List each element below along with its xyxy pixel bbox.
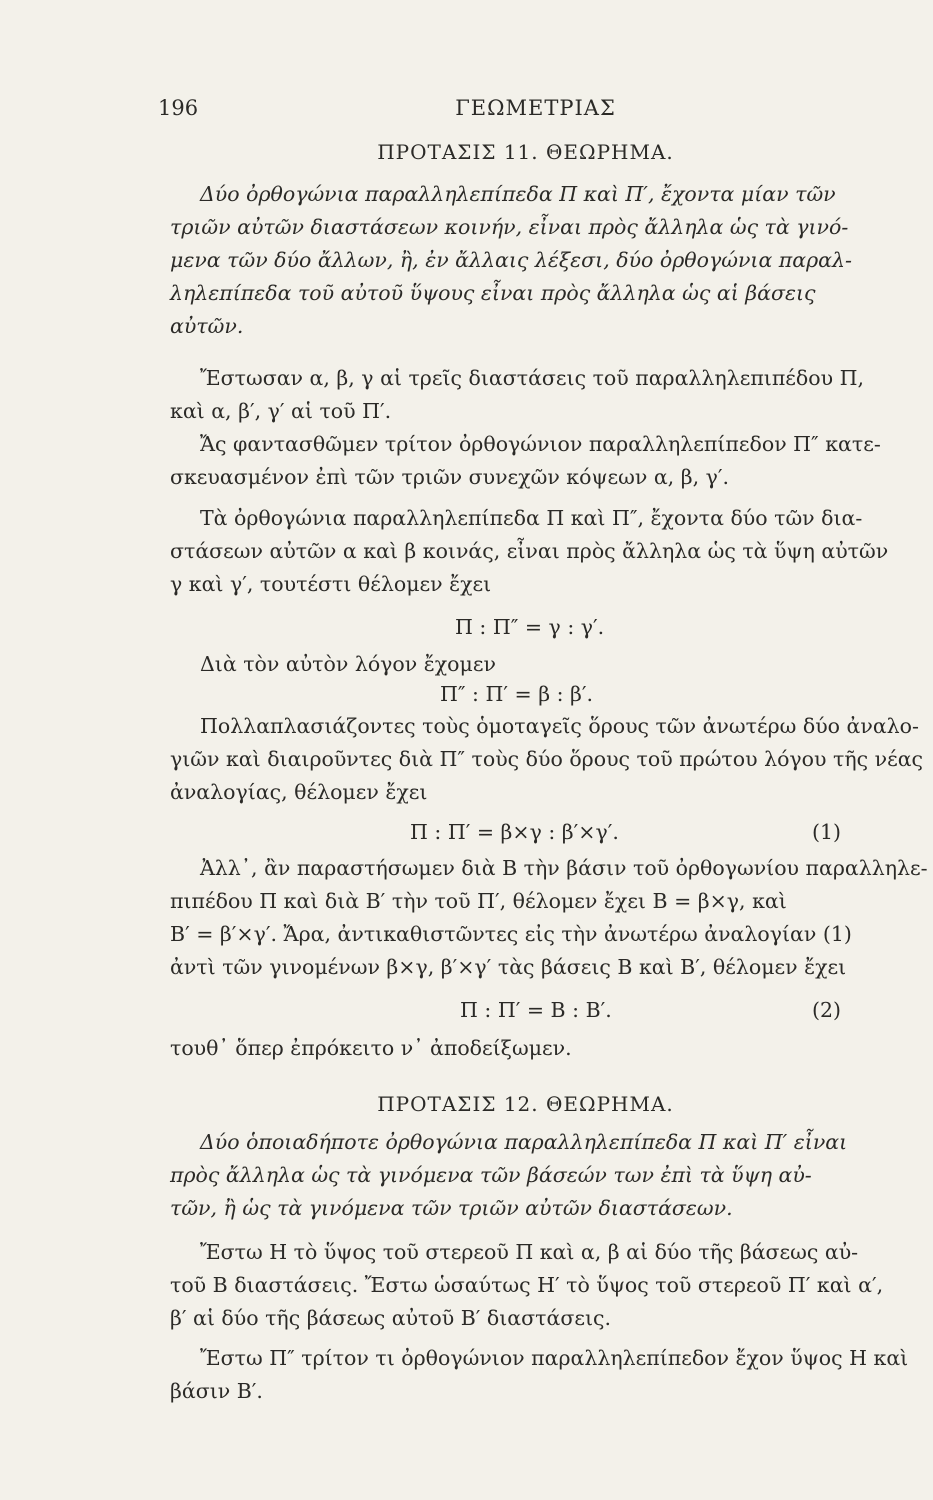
text-line: Διὰ τὸν αὐτὸν λόγον ἔχομεν — [200, 652, 496, 676]
paragraph — [170, 648, 905, 681]
text-line: πιπέδου Π καὶ διὰ Β′ τὴν τοῦ Π′, θέλομεν ἔχει Β = β×γ, καὶ — [170, 889, 787, 913]
text-line: σκευασμένον ἐπὶ τῶν τριῶν συνεχῶν κόψεων α, β, γ′. — [170, 465, 730, 489]
proposition-12-statement — [170, 1126, 905, 1225]
text-line: ἀναλογίας, θέλομεν ἔχει — [170, 780, 428, 804]
equation: Π : Π″ = γ : γ′. — [455, 615, 605, 639]
equation: Π : Π′ = Β : Β′. — [460, 998, 612, 1022]
text-line: γ καὶ γ′, τουτέστι θέλομεν ἔχει — [170, 572, 492, 596]
text-line: β′ αἱ δύο τῆς βάσεως αὐτοῦ Β′ διαστάσεις. — [170, 1306, 611, 1330]
equation: Π : Π′ = β×γ : β′×γ′. — [410, 820, 619, 844]
proposition-11-heading: ΠΡΟΤΑΣΙΣ 11. ΘΕΩΡΗΜΑ. — [377, 140, 674, 164]
text-line: τῶν, ἢ ὡς τὰ γινόμενα τῶν τριῶν αὐτῶν διαστάσεων. — [170, 1196, 733, 1220]
text-line: Ἔστωσαν α, β, γ αἱ τρεῖς διαστάσεις τοῦ παραλληλεπιπέδου Π, — [200, 366, 864, 390]
equation: Π″ : Π′ = β : β′. — [440, 682, 594, 706]
text-line: Β′ = β′×γ′. Ἄρα, ἀντικαθιστῶντες εἰς τὴν ἀνωτέρω ἀναλογίαν (1) — [170, 922, 852, 946]
text-line: καὶ α, β′, γ′ αἱ τοῦ Π′. — [170, 399, 392, 423]
text-line: τουθ᾽ ὅπερ ἐπρόκειτο ν᾽ ἀποδείξωμεν. — [170, 1036, 572, 1060]
running-title: ΓΕΩΜΕΤΡΙΑΣ — [455, 96, 616, 120]
text-line: μενα τῶν δύο ἄλλων, ἢ, ἐν ἄλλαις λέξεσι, δύο ὀρθογώνια παραλ- — [170, 248, 852, 272]
page-header — [158, 96, 873, 126]
text-line: πρὸς ἄλληλα ὡς τὰ γινόμενα τῶν βάσεών των ἐπὶ τὰ ὕψη αὐ- — [170, 1163, 812, 1187]
page-number: 196 — [158, 96, 199, 120]
text-line: Πολλαπλασιάζοντες τοὺς ὁμοταγεῖς ὅρους τῶν ἀνωτέρω δύο ἀναλο- — [200, 714, 919, 738]
text-line: τοῦ Β διαστάσεις. Ἔστω ὡσαύτως Η′ τὸ ὕψος τοῦ στερεοῦ Π′ καὶ α′, — [170, 1273, 884, 1297]
paragraph — [170, 852, 928, 984]
paragraph — [170, 1342, 909, 1408]
text-line: Τὰ ὀρθογώνια παραλληλεπίπεδα Π καὶ Π″, ἔχοντα δύο τῶν δια- — [200, 506, 863, 530]
paragraph — [170, 362, 905, 428]
paragraph — [170, 1236, 905, 1335]
text-line: Ἀλλ᾽, ἂν παραστήσωμεν διὰ Β τὴν βάσιν τοῦ ὀρθογωνίου παραλληλε- — [200, 856, 928, 880]
text-line: τριῶν αὐτῶν διαστάσεων κοινήν, εἶναι πρὸς ἄλληλα ὡς τὰ γινό- — [170, 215, 849, 239]
text-line: ἀντὶ τῶν γινομένων β×γ, β′×γ′ τὰς βάσεις Β καὶ Β′, θέλομεν ἔχει — [170, 955, 847, 979]
text-line: Ἄς φαντασθῶμεν τρίτον ὀρθογώνιον παραλληλεπίπεδον Π″ κατε- — [200, 432, 881, 456]
text-line: Δύο ὀρθογώνια παραλληλεπίπεδα Π καὶ Π′, ἔχοντα μίαν τῶν — [200, 182, 836, 206]
text-line: αὐτῶν. — [170, 314, 244, 338]
paragraph — [170, 428, 905, 494]
text-line: Ἔστω Π″ τρίτον τι ὀρθογώνιον παραλληλεπίπεδον ἔχον ὕψος Η καὶ — [200, 1346, 909, 1370]
proposition-12-heading: ΠΡΟΤΑΣΙΣ 12. ΘΕΩΡΗΜΑ. — [377, 1092, 674, 1116]
equation-number: (2) — [812, 998, 842, 1022]
paragraph — [170, 502, 905, 601]
text-line: ληλεπίπεδα τοῦ αὐτοῦ ὕψους εἶναι πρὸς ἄλληλα ὡς αἱ βάσεις — [170, 281, 816, 305]
text-line: Δύο ὁποιαδήποτε ὀρθογώνια παραλληλεπίπεδα Π καὶ Π′ εἶναι — [200, 1130, 848, 1154]
text-line: στάσεων αὐτῶν α καὶ β κοινάς, εἶναι πρὸς ἄλληλα ὡς τὰ ὕψη αὐτῶν — [170, 539, 889, 563]
equation-number: (1) — [812, 820, 842, 844]
text-line: γιῶν καὶ διαιροῦντες διὰ Π″ τοὺς δύο ὅρους τοῦ πρώτου λόγου τῆς νέας — [170, 747, 924, 771]
paragraph — [170, 1032, 905, 1065]
text-line: Ἔστω Η τὸ ὕψος τοῦ στερεοῦ Π καὶ α, β αἱ δύο τῆς βάσεως αὐ- — [200, 1240, 859, 1264]
text-line: βάσιν Β′. — [170, 1379, 263, 1403]
paragraph — [170, 710, 924, 809]
proposition-11-statement — [170, 178, 905, 343]
